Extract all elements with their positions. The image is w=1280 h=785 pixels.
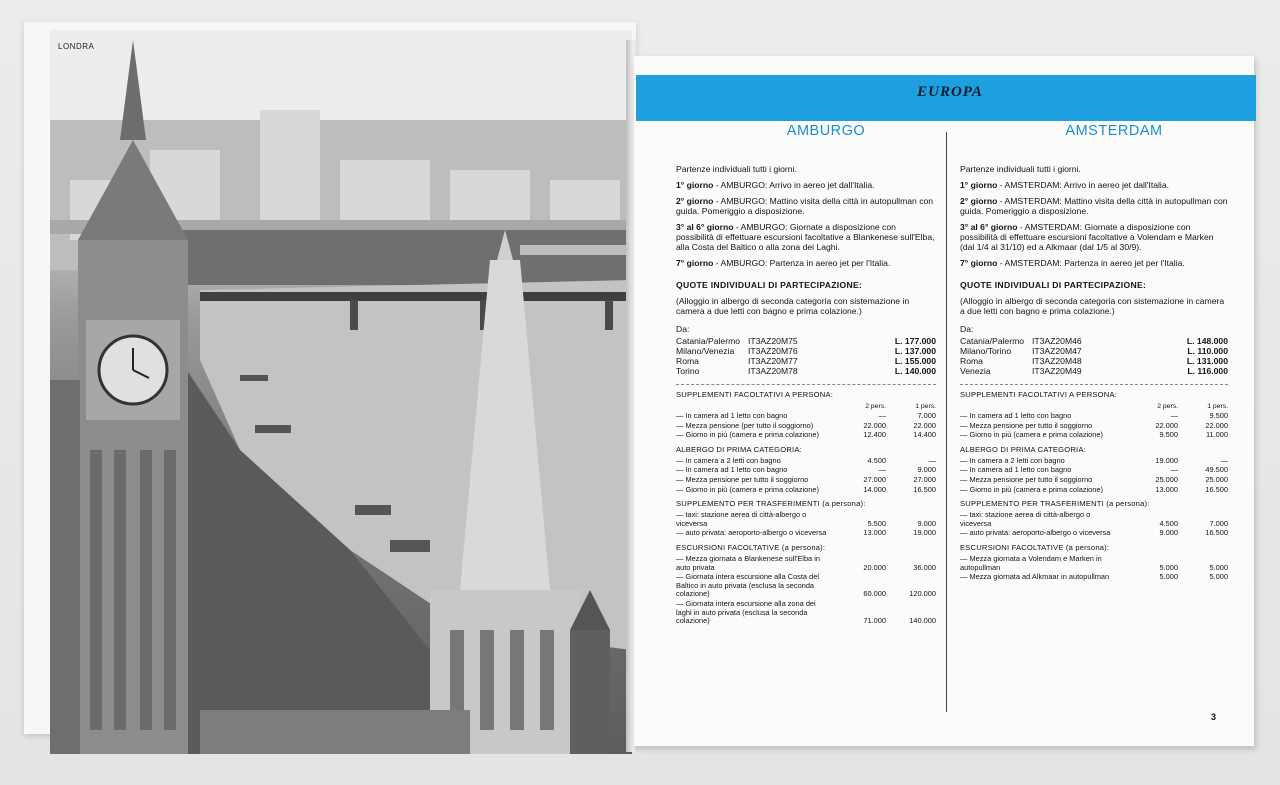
supplement-row: — In camera ad 1 letto con bagno — 7.000	[676, 411, 936, 420]
persons-header: 2 pers. 1 pers.	[865, 403, 936, 410]
price-row: Catania/Palermo IT3AZ20M46 L. 148.000	[960, 336, 1228, 346]
day-entry: 2° giorno - AMSTERDAM: Mattino visita della città in autopullman con guida. Pomeriggio a disposizione.	[960, 196, 1228, 216]
supplement-row: — In camera ad 1 letto con bagno — 9.500	[960, 411, 1228, 420]
transfer-title: SUPPLEMENTO PER TRASFERIMENTI (a persona):	[960, 499, 1150, 509]
excursions-title: ESCURSIONI FACOLTATIVE (a persona):	[960, 542, 1110, 552]
dashed-separator	[960, 384, 1228, 385]
persons-header: 2 pers. 1 pers.	[1157, 403, 1228, 410]
transfer-row: — taxi: stazione aerea di città-albergo o viceversa 5.500 9.000	[676, 510, 936, 528]
supplement-row: — Mezza pensione per tutto il soggiorno 22.000 22.000	[960, 420, 1228, 430]
first-class-row: — In camera a 2 letti con bagno 4.500 —	[676, 455, 936, 465]
excursion-row: — Giornata intera escursione alla zona dei laghi in auto privata (esclusa la seconda colazione) 71.000 140.000	[676, 598, 936, 626]
city-title: AMSTERDAM	[1065, 123, 1163, 139]
day-entry: 1° giorno - AMSTERDAM: Arrivo in aereo jet dall'Italia.	[960, 180, 1170, 190]
day-entry: 1° giorno - AMBURGO: Arrivo in aereo jet dall'Italia.	[676, 180, 875, 190]
transfer-title: SUPPLEMENTO PER TRASFERIMENTI (a persona):	[676, 499, 866, 509]
first-class-title: ALBERGO DI PRIMA CATEGORIA:	[960, 444, 1086, 454]
first-class-row: — Mezza pensione per tutto il soggiorno 25.000 25.000	[960, 474, 1228, 484]
first-class-row: — In camera a 2 letti con bagno 19.000 —	[960, 455, 1228, 465]
first-class-row: — Mezza pensione per tutto il soggiorno 27.000 27.000	[676, 474, 936, 484]
supplement-row: — Giorno in più (camera e prima colazione) 12.400 14.400	[676, 430, 936, 440]
excursion-row: — Mezza giornata a Volendam e Marken in autopullman 5.000 5.000	[960, 553, 1228, 572]
quote-title: QUOTE INDIVIDUALI DI PARTECIPAZIONE:	[960, 280, 1147, 290]
quote-note: (Alloggio in albergo di seconda categoria con sistemazione in camera a due letti con bagno e prima colazione.)	[960, 296, 1225, 316]
supplements-title: SUPPLEMENTI FACOLTATIVI A PERSONA:	[960, 390, 1118, 399]
price-row: Milano/Torino IT3AZ20M47 L. 110.000	[960, 346, 1228, 356]
first-class-row: — Giorno in più (camera e prima colazione) 14.000 16.500	[676, 484, 936, 494]
price-row: Roma IT3AZ20M77 L. 155.000	[676, 356, 936, 366]
first-class-row: — In camera ad 1 letto con bagno — 49.500	[960, 465, 1228, 475]
london-skyline-illustration	[50, 30, 632, 754]
first-class-title: ALBERGO DI PRIMA CATEGORIA:	[676, 444, 802, 454]
intro-text: Partenze individuali tutti i giorni.	[676, 164, 797, 174]
supplement-row: — Mezza pensione (per tutto il soggiorno) 22.000 22.000	[676, 420, 936, 430]
transfer-row: — auto privata: aeroporto-albergo o viceversa 9.000 16.500	[960, 528, 1228, 538]
day-entry: 3° al 6° giorno - AMBURGO: Giornate a disposizione con possibilità di effettuare escursioni facoltative a Blankenese sull'Elba, alla Costa del Baltico o alla zona dei Laghi.	[676, 222, 935, 252]
first-class-row: — Giorno in più (camera e prima colazione) 13.000 16.500	[960, 484, 1228, 494]
price-row: Milano/Venezia IT3AZ20M76 L. 137.000	[676, 346, 936, 356]
quote-title: QUOTE INDIVIDUALI DI PARTECIPAZIONE:	[676, 280, 863, 290]
quote-note: (Alloggio in albergo di seconda categoria con sistemazione in camera a due letti con bagno e prima colazione.)	[676, 296, 910, 316]
supplement-row: — Giorno in più (camera e prima colazione) 9.500 11.000	[960, 430, 1228, 440]
transfer-row: — taxi: stazione aerea di città-albergo o viceversa 4.500 7.000	[960, 510, 1228, 528]
dashed-separator	[676, 384, 936, 385]
london-photo	[50, 30, 632, 754]
excursions-title: ESCURSIONI FACOLTATIVE (a persona):	[676, 542, 826, 552]
section-title: EUROPA	[917, 84, 983, 100]
from-label: Da:	[676, 324, 690, 334]
excursion-row: — Giornata intera escursione alla Costa del Baltico in auto privata (esclusa la seconda colazione) 60.000 120.000	[676, 572, 936, 599]
price-row: Venezia IT3AZ20M49 L. 116.000	[960, 366, 1228, 376]
intro-text: Partenze individuali tutti i giorni.	[960, 164, 1081, 174]
city-title: AMBURGO	[786, 123, 866, 139]
price-row: Roma IT3AZ20M48 L. 131.000	[960, 356, 1228, 366]
excursion-row: — Mezza giornata a Blankenese sull'Elba in auto privata 20.000 36.000	[676, 553, 936, 572]
day-entry: 7° giorno - AMSTERDAM: Partenza in aereo jet per l'Italia.	[960, 258, 1185, 268]
photo-caption: LONDRA	[58, 42, 95, 51]
column-amsterdam	[960, 123, 1228, 583]
first-class-row: — In camera ad 1 letto con bagno — 9.000	[676, 465, 936, 475]
supplements-title: SUPPLEMENTI FACOLTATIVI A PERSONA:	[676, 390, 834, 399]
column-divider	[946, 132, 947, 712]
excursion-row: — Mezza giornata ad Alkmaar in autopullman 5.000 5.000	[960, 572, 1228, 582]
day-entry: 2° giorno - AMBURGO: Mattino visita della città in autopullman con guida. Pomeriggio a disposizione.	[676, 196, 934, 216]
transfer-row: — auto privata: aeroporto-albergo o viceversa 13.000 19.000	[676, 528, 936, 538]
from-label: Da:	[960, 324, 974, 334]
price-row: Torino IT3AZ20M78 L. 140.000	[676, 366, 936, 376]
day-entry: 3° al 6° giorno - AMSTERDAM: Giornate a disposizione con possibilità di effettuare escursioni facoltative a Volendam e Marken (dal 1/4 al 31/10) ed a Alkmaar (dal 1/5 al 30/9).	[960, 222, 1214, 252]
price-row: Catania/Palermo IT3AZ20M75 L. 177.000	[676, 336, 936, 346]
page-number: 3	[1211, 712, 1217, 722]
column-amburgo	[676, 123, 936, 627]
day-entry: 7° giorno - AMBURGO: Partenza in aereo jet per l'Italia.	[676, 258, 891, 268]
